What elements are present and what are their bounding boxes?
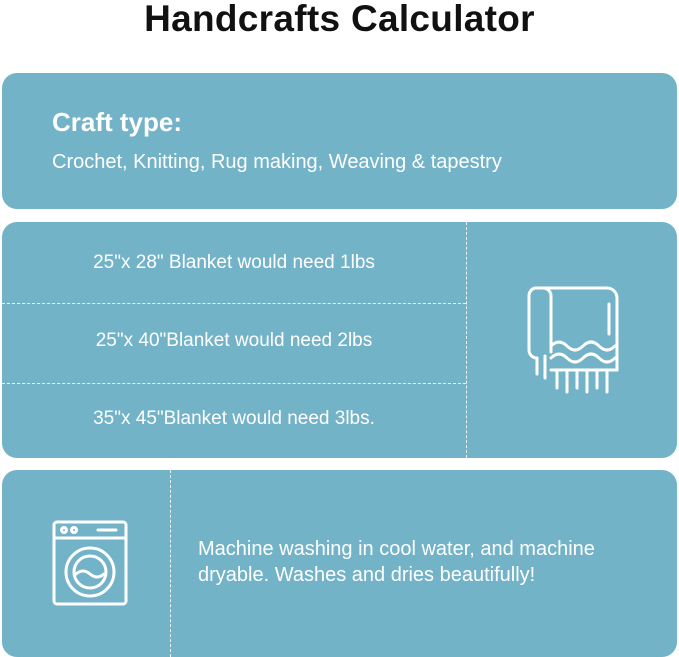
row-divider [2,303,466,304]
row-divider [2,383,466,384]
blanket-row-3: 35"x 45"Blanket would need 3lbs. [93,408,375,429]
blanket-icon [525,282,625,405]
vertical-divider [466,222,467,458]
craft-type-card [2,73,677,209]
page-title: Handcrafts Calculator [144,0,535,39]
blanket-size-card [2,222,677,458]
craft-type-heading: Craft type: [52,107,183,137]
washing-machine-icon [52,520,128,611]
craft-type-list: Crochet, Knitting, Rug making, Weaving & tapestry [52,151,502,173]
blanket-row-2: 25"x 40"Blanket would need 2lbs [95,330,373,351]
vertical-divider [170,470,171,657]
care-card [2,470,677,657]
care-instructions: Machine washing in cool water, and machine dryable. Washes and dries beautifully! [198,538,595,586]
blanket-row-1: 25"x 28" Blanket would need 1lbs [93,252,375,273]
